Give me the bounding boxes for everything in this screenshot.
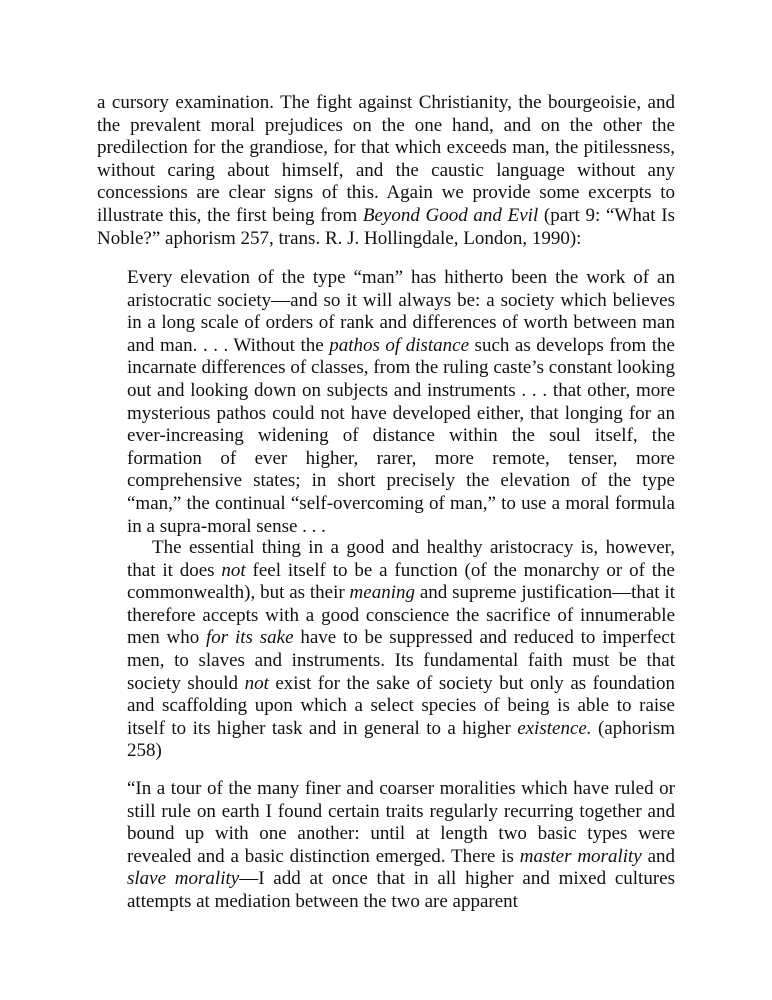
italic-text-segment: slave morality bbox=[127, 868, 240, 890]
text-segment: —I add at once that in all higher and mixed cultures attempts at mediation between the two are apparent bbox=[127, 868, 675, 912]
italic-text-segment: for its sake bbox=[206, 627, 294, 649]
text-segment: and supreme justification—that it therefore accepts with a good conscience the sacrifice of innumerable men who bbox=[127, 582, 675, 649]
intro-paragraph bbox=[97, 92, 675, 250]
text-segment: “In a tour of the many finer and coarser moralities which have ruled or still rule on earth I found certain traits regularly recurring together and bound up with one another: until at length two basic types were revealed and a basic distinction emerged. There is bbox=[127, 778, 675, 867]
italic-text-segment: existence. bbox=[517, 717, 592, 739]
text-segment: have to be suppressed and reduced to imperfect men, to slaves and instruments. Its fundamental faith must be that society should bbox=[127, 627, 675, 694]
italic-text-segment: meaning bbox=[349, 582, 415, 604]
text-segment: a cursory examination. The fight against Christianity, the bourgeoisie, and the prevalent moral prejudices on the one hand, and on the other the predilection for the grandiose, for that which exceeds man, the pitilessness, without caring about himself, and the caustic language without any concessions are clear signs of this. Again we provide some excerpts to illustrate this, the first being from bbox=[97, 92, 675, 226]
quote-master-slave-morality bbox=[127, 778, 675, 914]
text-segment: (aphorism 258) bbox=[127, 717, 676, 762]
italic-text-segment: not bbox=[244, 672, 269, 694]
italic-text-segment: not bbox=[221, 559, 246, 581]
italic-text-segment: pathos of distance bbox=[329, 334, 470, 356]
text-segment: feel itself to be a function (of the monarchy or of the commonwealth), but as their bbox=[127, 559, 675, 604]
text-segment: The essential thing in a good and healthy aristocracy is, however, that it does bbox=[127, 537, 675, 581]
italic-text-segment: master morality bbox=[519, 845, 642, 867]
text-segment: such as develops from the incarnate differences of classes, from the ruling caste’s constant looking out and looking down on subjects and instruments . . . that other, more mysterious pathos could not have developed either, that longing for an ever-increasing widening of distance within the soul itself, the formation of ever higher, rarer, more remote, tenser, more comprehensive states; in short precisely the elevation of the type “man,” the continual “self-overcoming of man,” to use a moral formula in a supra-moral sense . . . bbox=[127, 334, 675, 537]
text-segment: Every elevation of the type “man” has hitherto been the work of an aristocratic society—and so it will always be: a society which believes in a long scale of orders of rank and differences of worth between man and man. . . . Without the bbox=[127, 267, 675, 356]
block-quote-aphorism-258 bbox=[127, 537, 675, 763]
text-segment: exist for the sake of society but only as foundation and scaffolding upon which a select species of being is able to raise itself to its higher task and in general to a higher bbox=[127, 672, 676, 739]
text-segment: and bbox=[641, 845, 676, 867]
italic-text-segment: Beyond Good and Evil bbox=[362, 204, 539, 226]
text-segment: (part 9: “What Is Noble?” aphorism 257, trans. R. J. Hollingdale, London, 1990): bbox=[97, 204, 675, 249]
block-quote-aphorism-257 bbox=[127, 267, 675, 538]
